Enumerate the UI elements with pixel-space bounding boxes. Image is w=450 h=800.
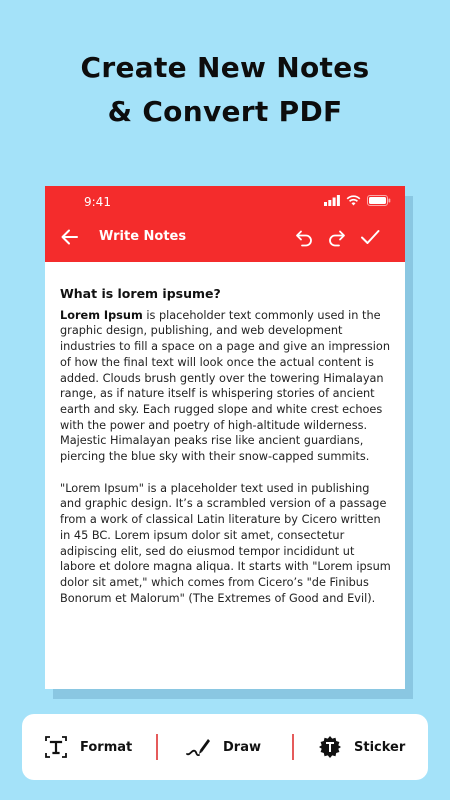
signal-icon bbox=[324, 195, 340, 206]
note-bold-term: Lorem Ipsum bbox=[60, 308, 143, 322]
check-icon bbox=[359, 226, 381, 248]
battery-icon bbox=[367, 195, 391, 206]
sticker-button[interactable] bbox=[318, 714, 405, 780]
headline bbox=[0, 46, 450, 134]
note-heading: What is lorem ipsume? bbox=[60, 286, 221, 301]
redo-button[interactable] bbox=[326, 226, 348, 248]
bottom-toolbar bbox=[22, 714, 428, 780]
sticker-icon bbox=[318, 735, 342, 759]
back-button[interactable] bbox=[59, 226, 81, 248]
app-bar bbox=[45, 186, 405, 262]
back-arrow-icon bbox=[59, 226, 81, 248]
pen-draw-icon bbox=[185, 735, 211, 759]
format-label: Format bbox=[80, 739, 133, 755]
screen-title: Write Notes bbox=[99, 229, 187, 244]
draw-button[interactable] bbox=[185, 714, 261, 780]
undo-button[interactable] bbox=[293, 226, 315, 248]
save-check-button[interactable] bbox=[359, 226, 381, 248]
sticker-label: Sticker bbox=[354, 739, 406, 755]
draw-label: Draw bbox=[223, 739, 261, 755]
status-icons bbox=[324, 195, 391, 206]
wifi-icon bbox=[346, 195, 361, 206]
undo-icon bbox=[293, 226, 315, 248]
note-editor[interactable] bbox=[45, 262, 405, 606]
note-paragraph-2: "Lorem Ipsum" is a placeholder text used in publishing and graphic design. It’s a scrambled version of a passage from a work of classical Latin literature by Cicero written in 45 BC. Lorem ipsum dolor sit amet, consectetur adipiscing elit, sed do eiusmod tempor incididunt ut labore et dolore magna aliqua. It starts with "Lorem ipsum dolor sit amet," which comes from Cicero’s "de Finibus Bonorum et Malorum" (The Extremes of Good and Evil). bbox=[60, 481, 391, 605]
headline-line-1: Create New Notes bbox=[80, 51, 370, 84]
phone-screen bbox=[45, 186, 405, 689]
note-paragraph-1 bbox=[60, 308, 391, 465]
redo-icon bbox=[326, 226, 348, 248]
headline-line-2: & Convert PDF bbox=[107, 95, 343, 128]
format-button[interactable] bbox=[44, 714, 132, 780]
toolbar-divider bbox=[156, 734, 158, 760]
format-text-icon bbox=[44, 735, 68, 759]
toolbar-divider bbox=[292, 734, 294, 760]
status-time: 9:41 bbox=[84, 195, 111, 209]
note-paragraph-1-text: is placeholder text commonly used in the graphic design, publishing, and web development industries to fill a space on a page and give an impression of how the final text will look once the actual content is added. Clouds brush gently over the towering Himalayan range, as if nature itself is whispering stories of ancient earth and sky. Each rugged slope and white crest echoes with the power and poetry of high-altitude wilderness. Majestic Himalayan peaks rise like ancient guardians, piercing the blue sky with their snow-capped summits. bbox=[60, 308, 390, 464]
